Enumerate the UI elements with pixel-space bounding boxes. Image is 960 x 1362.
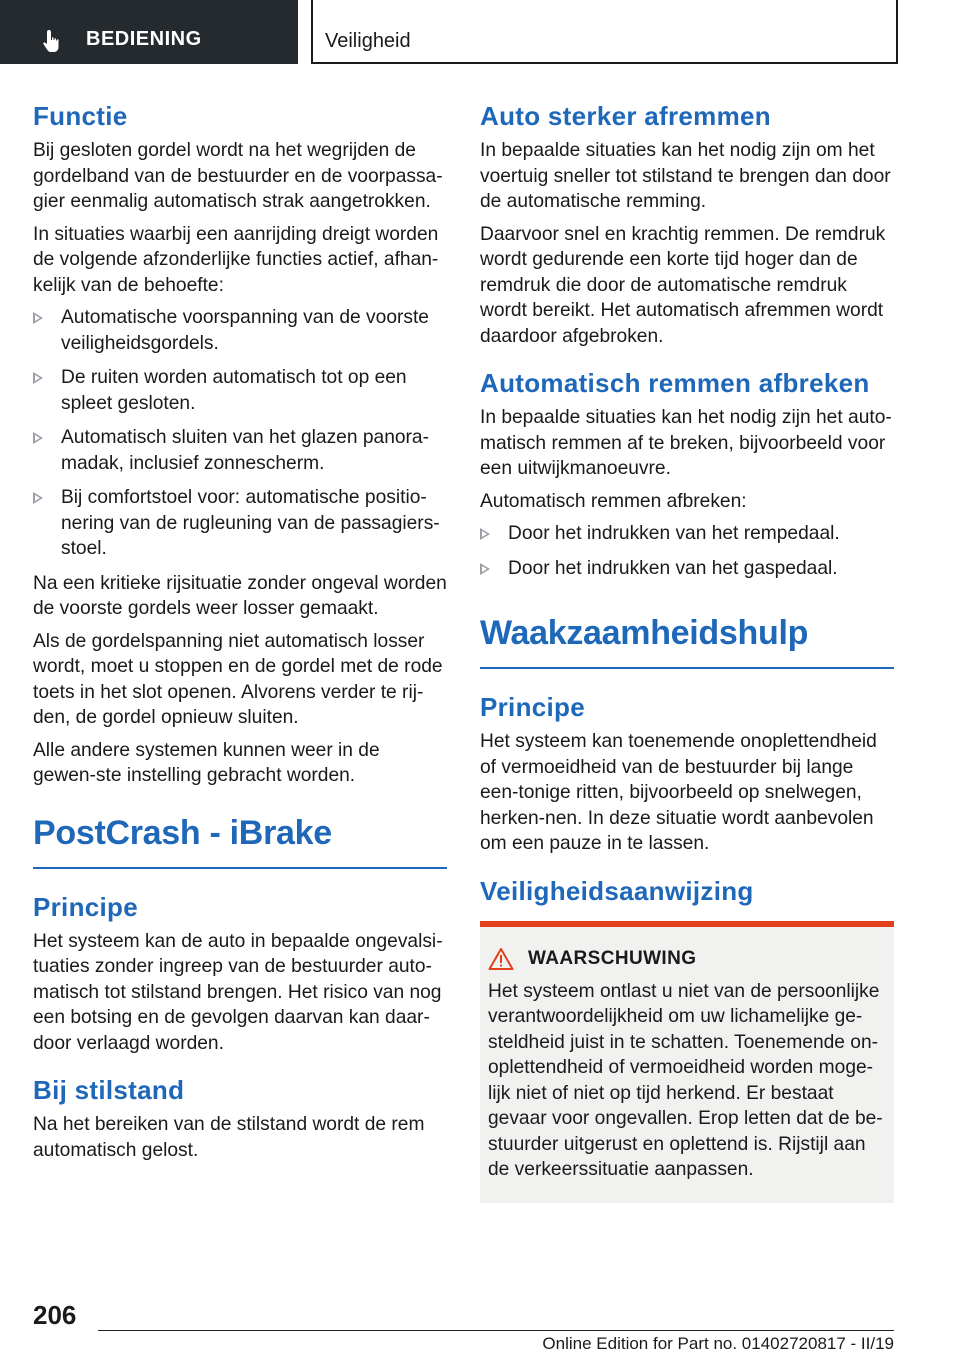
paragraph: In bepaalde situaties kan het nodig zijn om het voertuig sneller tot stilstand te brengen dan door de automatische remming. bbox=[480, 140, 891, 212]
bullet-triangle-icon bbox=[33, 312, 43, 324]
right-column bbox=[480, 100, 894, 1203]
list-item bbox=[480, 556, 894, 582]
left-column bbox=[33, 100, 447, 1170]
paragraph: Alle andere systemen kunnen weer in de gewen-ste instelling gebracht worden. bbox=[33, 739, 380, 786]
paragraph: Na het bereiken van de stilstand wordt de rem automatisch gelost. bbox=[33, 1114, 425, 1161]
bullet-triangle-icon bbox=[33, 372, 43, 384]
heading-remmen-afbreken: Automatisch remmen afbreken bbox=[480, 368, 870, 398]
list-item bbox=[33, 305, 447, 356]
list-item-text: Door het indrukken van het gaspedaal. bbox=[508, 557, 838, 579]
section-title: Veiligheid bbox=[325, 30, 411, 52]
section-tab bbox=[0, 0, 298, 64]
paragraph: Na een kritieke rijsituatie zonder ongeval worden de voorste gordels weer losser gemaakt. bbox=[33, 572, 447, 619]
paragraph: In situaties waarbij een aanrijding dreigt worden de volgende afzonderlijke functies actief, afhan-kelijk van de behoefte: bbox=[33, 223, 439, 296]
paragraph: In bepaalde situaties kan het nodig zijn het auto-matisch remmen af te breken, bijvoorbeeld voor een uitwijkmanoeuvre. bbox=[480, 407, 892, 479]
list-item bbox=[33, 485, 447, 562]
list-item-text: Door het indrukken van het rempedaal. bbox=[508, 523, 840, 544]
hand-pointer-icon bbox=[40, 28, 66, 54]
bullet-triangle-icon bbox=[33, 492, 43, 504]
heading-principe: Principe bbox=[33, 891, 138, 922]
heading-postcrash: PostCrash - iBrake bbox=[33, 811, 447, 869]
list-item bbox=[33, 425, 447, 476]
paragraph: Daarvoor snel en krachtig remmen. De remdruk wordt gedurende een korte tijd hoger dan de remdruk die door de automatische remdruk wordt bereikt. Het automatisch afremmen wordt daardoor afgebroken. bbox=[480, 223, 886, 347]
heading-functie: Functie bbox=[33, 101, 128, 131]
footer-divider bbox=[98, 1330, 894, 1331]
heading-auto-sterker-afremmen: Auto sterker afremmen bbox=[480, 101, 771, 131]
warning-text: Het systeem ontlast u niet van de persoonlijke verantwoordelijkheid om uw lichamelijke ge-steldheid juist in te schatten. Toenemende on-oplettendheid of vermoeidheid worden moge-lijk niet of niet op tijd herkend. Er bestaat gevaar voor ongevallen. Erop letten dat de be-stuurder uitgerust en oplettend is. Rijstijl aan de verkeerssituatie aanpassen. bbox=[488, 980, 883, 1180]
warning-header bbox=[488, 947, 886, 971]
page-number: 206 bbox=[33, 1300, 77, 1330]
paragraph: Bij gesloten gordel wordt na het wegrijden de gordelband van de bestuurder en de voorpassa-gier eenmalig automatisch strak aangetrokken. bbox=[33, 140, 443, 212]
bullet-triangle-icon bbox=[480, 563, 490, 575]
list-item bbox=[33, 365, 447, 416]
warning-title: WAARSCHUWING bbox=[528, 947, 697, 969]
paragraph: Automatisch remmen afbreken: bbox=[480, 490, 747, 512]
bullet-triangle-icon bbox=[33, 432, 43, 444]
paragraph: Het systeem kan toenemende onoplettendheid of vermoeidheid van de bestuurder bij lange een-tonige ritten, bijvoorbeeld op snelwegen, herken-nen. In deze situatie wordt aanbevolen om een pauze in te lassen. bbox=[480, 731, 877, 854]
paragraph: Als de gordelspanning niet automatisch losser wordt, moet u stoppen en de gordel met de rode toets in het slot openen. Alvorens verder te rij-den, de gordel opnieuw sluiten. bbox=[33, 630, 443, 728]
edition-text: Online Edition for Part no. 01402720817 - II/19 bbox=[542, 1334, 894, 1353]
list-item-text: Automatische voorspanning van de voorste veiligheidsgordels. bbox=[61, 307, 429, 354]
warning-box bbox=[480, 921, 894, 1203]
section-tab-label: BEDIENING bbox=[86, 28, 202, 50]
paragraph: Het systeem kan de auto in bepaalde ongevalsi-tuaties zonder ingreep van de bestuurder auto-matisch tot stilstand brengen. Het risico van nog een botsing en de gevolgen daarvan kan daar-door verlaagd worden. bbox=[33, 930, 443, 1054]
heading-principe: Principe bbox=[480, 692, 585, 722]
list-item-text: De ruiten worden automatisch tot op een spleet gesloten. bbox=[61, 367, 407, 414]
bullet-triangle-icon bbox=[480, 528, 490, 540]
warning-triangle-icon bbox=[488, 947, 514, 971]
heading-veiligheidsaanwijzing: Veiligheidsaanwijzing bbox=[480, 875, 754, 906]
heading-bij-stilstand: Bij stilstand bbox=[33, 1075, 185, 1105]
list-item-text: Bij comfortstoel voor: automatische positio-nering van de rugleuning van de passagiers-stoel. bbox=[61, 487, 440, 559]
list-item bbox=[480, 521, 894, 547]
list-item-text: Automatisch sluiten van het glazen panora-madak, inclusief zonnescherm. bbox=[61, 427, 429, 474]
heading-waakzaamheidshulp: Waakzaamheidshulp bbox=[480, 611, 894, 669]
